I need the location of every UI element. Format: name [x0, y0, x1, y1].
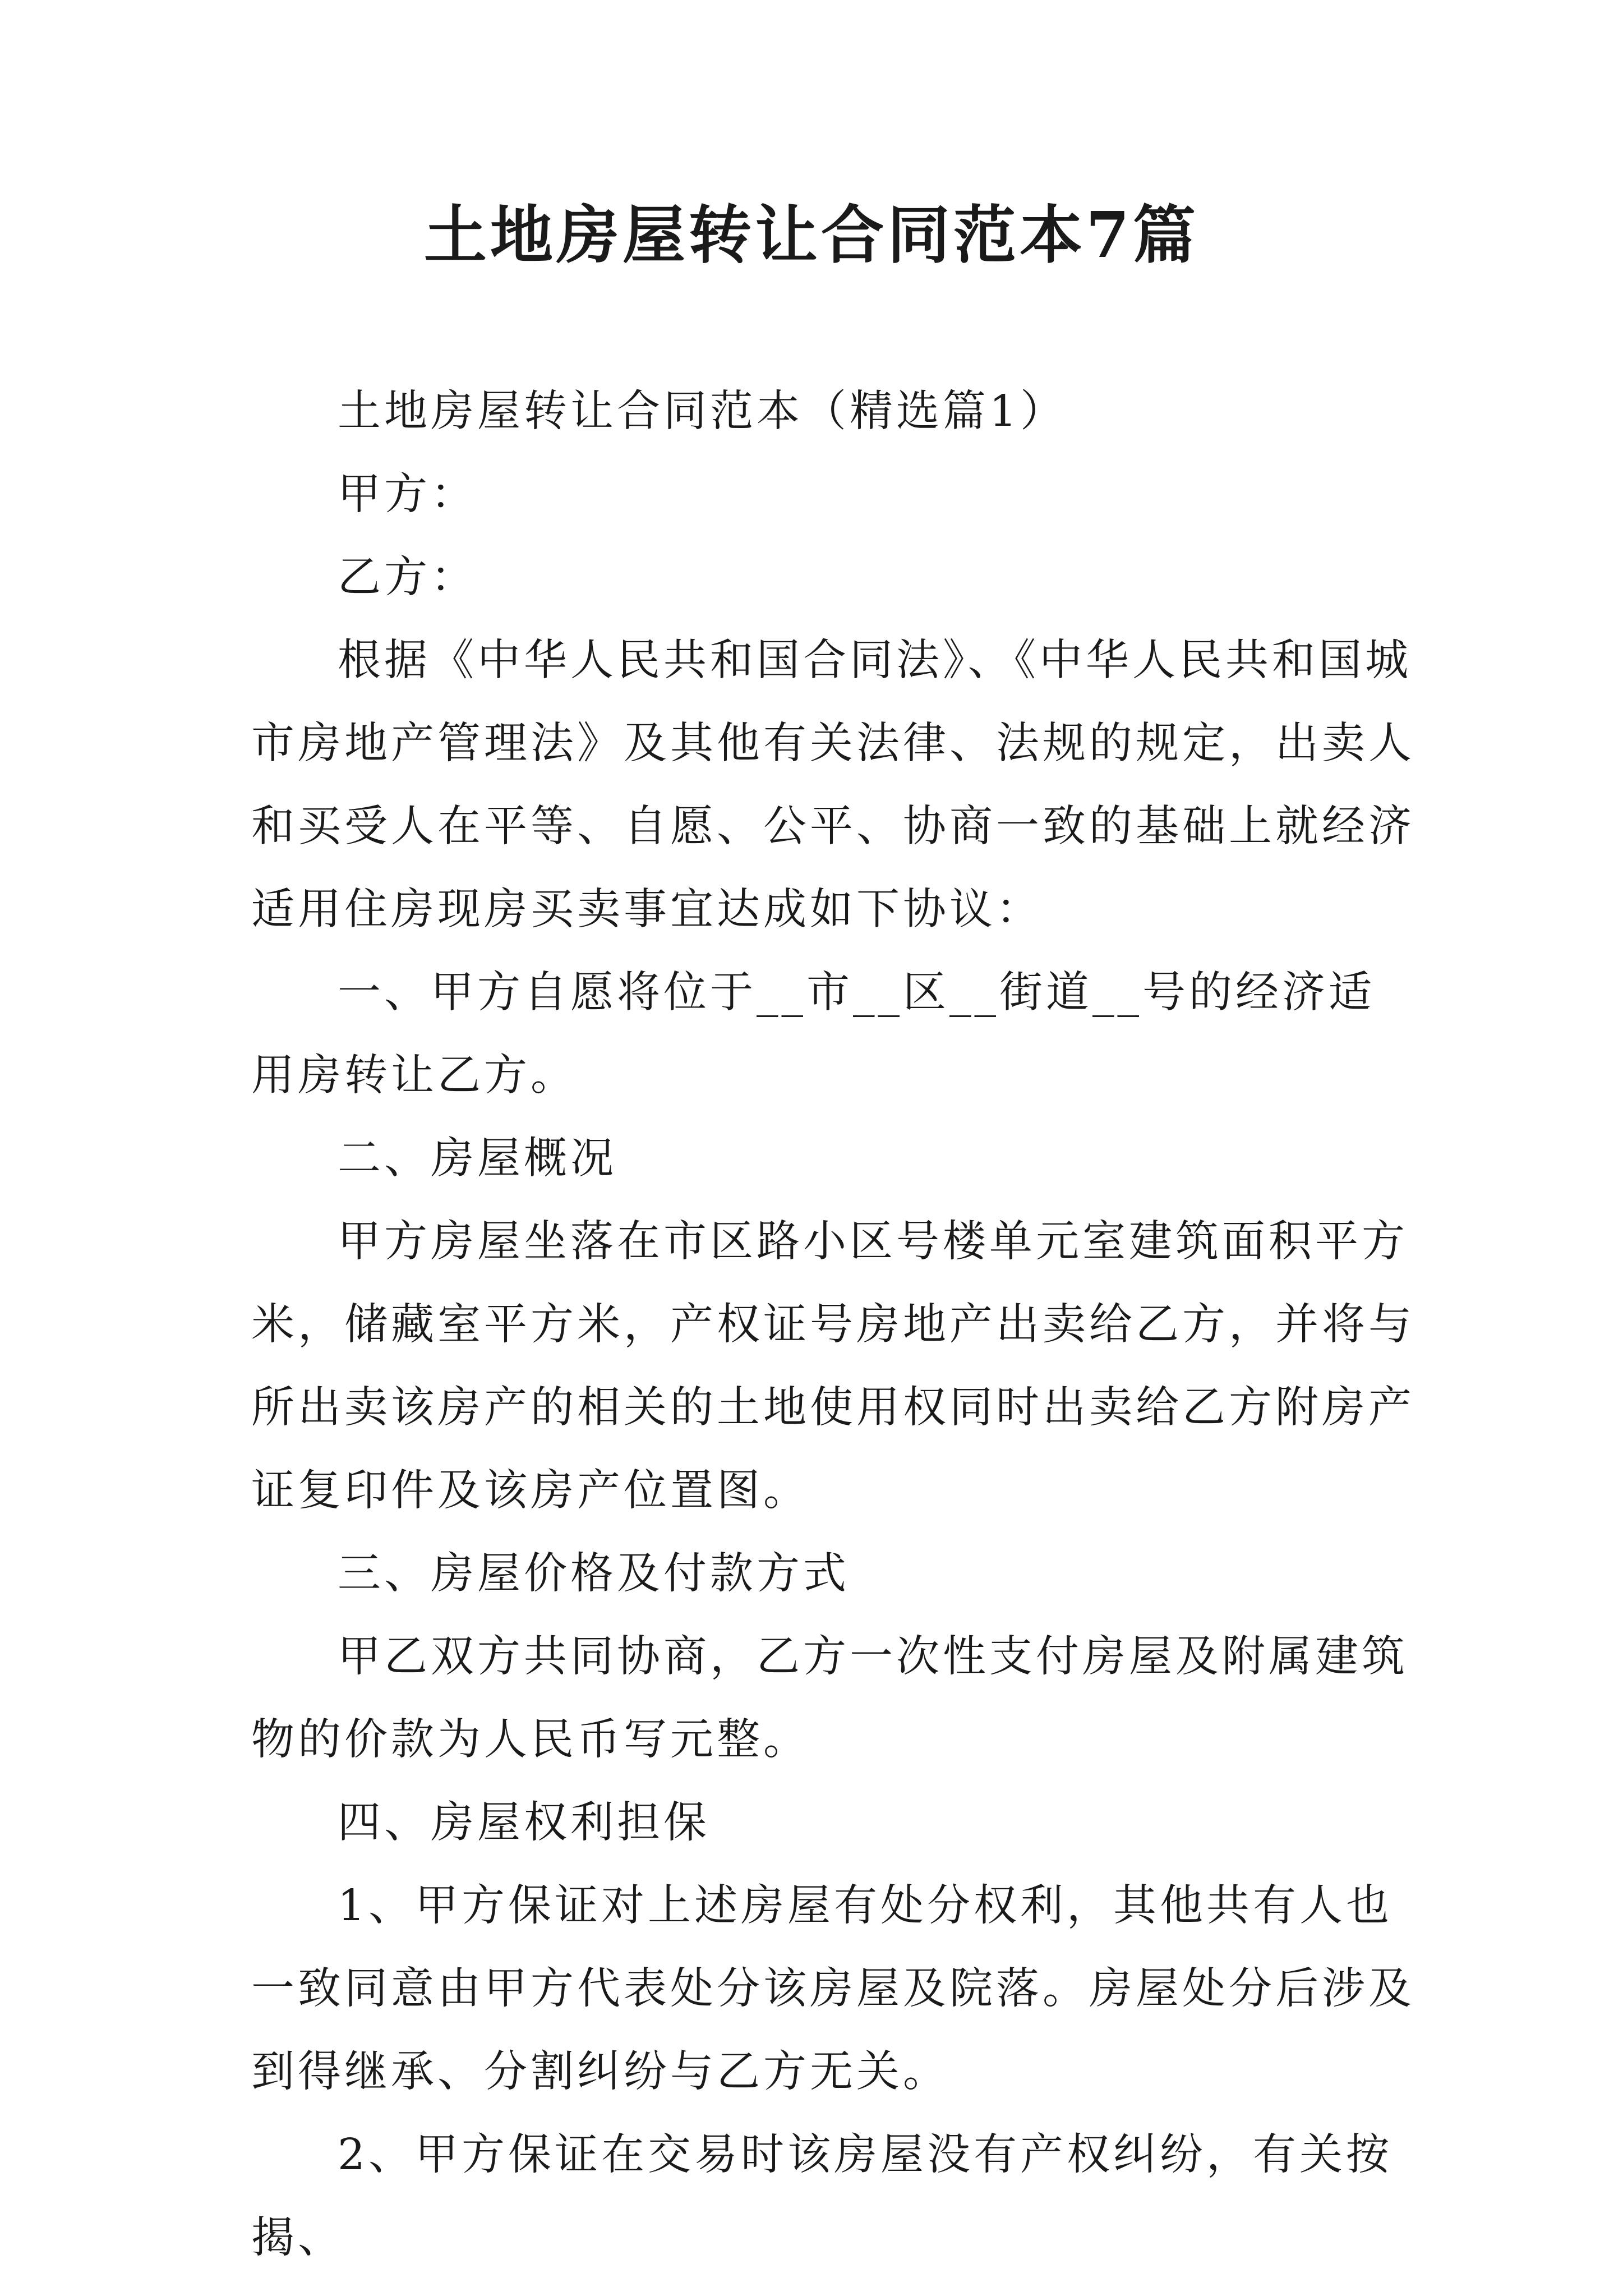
- paragraph: 一、甲方自愿将位于__市__区__街道__号的经济适用房转让乙方。: [251, 968, 1375, 1101]
- section-heading: 土地房屋转让合同范本（精选篇1）: [338, 386, 1067, 436]
- party-b-label: 乙方：: [338, 553, 477, 602]
- paragraph: 甲方房屋坐落在市区路小区号楼单元室建筑面积平方米，储藏室平方米，产权证号房地产出卖给乙方，并将与所出卖该房产的相关的土地使用权同时出卖给乙方附房产证复印件及该房产位置图。: [251, 1217, 1415, 1516]
- clause-heading: 三、房屋价格及付款方式: [338, 1549, 850, 1599]
- clause-heading: 四、房屋权利担保: [338, 1798, 710, 1848]
- paragraph: 2、甲方保证在交易时该房屋没有产权纠纷，有关按揭、: [251, 2130, 1393, 2263]
- paragraph: 1、甲方保证对上述房屋有处分权利，其他共有人也一致同意由甲方代表处分该房屋及院落。房屋处分后涉及到得继承、分割纠纷与乙方无关。: [251, 1881, 1415, 2097]
- document-body: [251, 370, 1418, 2280]
- document-title: 土地房屋转让合同范本7篇: [424, 199, 1199, 272]
- paragraph: 根据《中华人民共和国合同法》、《中华人民共和国城市房地产管理法》及其他有关法律、法规的规定，出卖人和买受人在平等、自愿、公平、协商一致的基础上就经济适用住房现房买卖事宜达成如下协议：: [251, 636, 1415, 935]
- clause-heading: 二、房屋概况: [338, 1134, 617, 1184]
- paragraph: 甲乙双方共同协商，乙方一次性支付房屋及附属建筑物的价款为人民币写元整。: [251, 1632, 1408, 1765]
- party-a-label: 甲方：: [338, 470, 477, 519]
